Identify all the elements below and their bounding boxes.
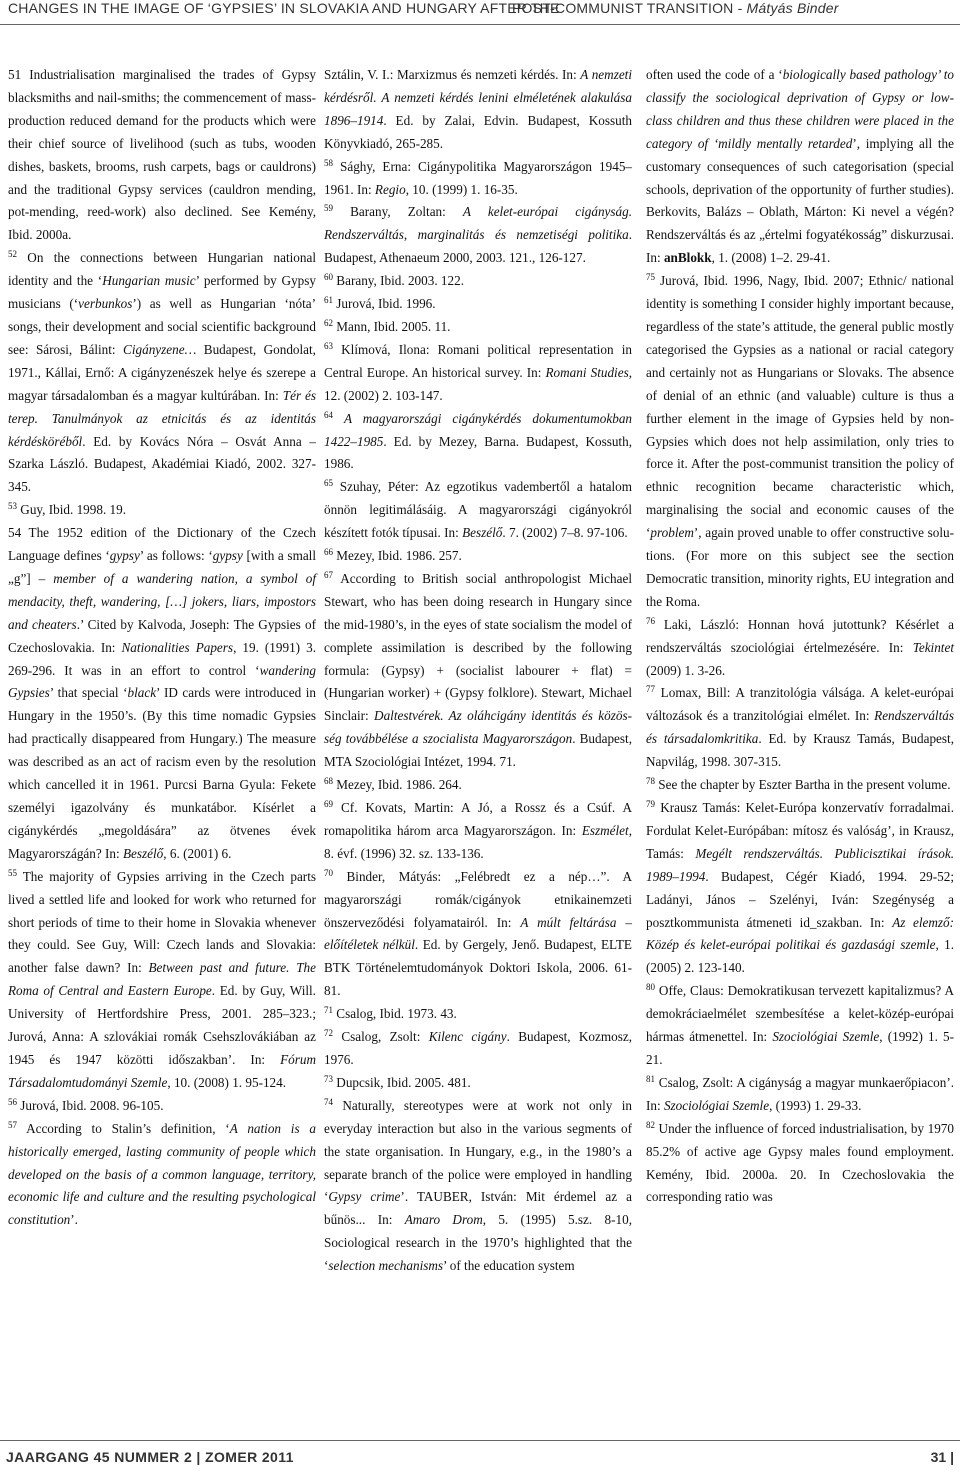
footnote	[324, 316, 632, 339]
footnote-number: 72	[324, 1028, 333, 1039]
footnote	[324, 156, 632, 202]
running-footer	[0, 1440, 960, 1474]
footnote	[324, 1026, 632, 1072]
footnote	[8, 64, 316, 247]
footnote	[646, 1118, 954, 1210]
footnote	[324, 545, 632, 568]
footnote-number: 65	[324, 478, 333, 489]
footnote	[646, 64, 954, 270]
footnote-text: Sághy, Erna: Cigánypolitika Magyarországon 1945–1961. In: Regio, 10. (1999) 1. 16-35.	[324, 158, 633, 197]
footnote-text: Naturally, stereotypes were at work not only in everyday interaction but also in the various segments of the state organisation. In Hungary, e.g., in the 1980’s a separate branch of the police were employed in handling ‘Gypsy crime’. TAUBER, István: Mit érdemel az a bűnös... In: Amaro Drom, 5. (1995) 5.sz. 8-10, Sociological research in the 1970’s highlighted that the ‘selection mechanisms’ of the education system	[324, 1097, 632, 1274]
footnote-text: According to British social anthropologist Michael Stewart, who has been doing research in Hungary since the mid-1980’s, in the eyes of state socialism the model of complete assimilation is described by the following formula: (Gypsy) + (socialist labourer + flat) = (Hungarian worker) + (Gypsy folklore). Stewart, Michael Sinclair: Daltestvérek. Az oláhcigány identitás és közösség továbbélése a szocialista Magyarországon. Budapest, MTA Szociológiai Intézet, 1994. 71.	[324, 570, 632, 770]
footnote	[8, 1095, 316, 1118]
footnote	[646, 980, 954, 1072]
footnote-number: 57	[8, 1119, 17, 1130]
footnote-text: The 1952 edition of the Dictionary of the Czech Language defines ‘gypsy’ as follows: ‘gypsy [with a small „g”] – member of a wandering nation, a symbol of mendacity, theft, wandering, […] jokers, liars, impostors and cheaters.’ Cited by Kalvoda, Joseph: The Gypsies of Czechoslovakia. In: Nationalities Papers, 19. (1991) 3. 269-296. It was in an effort to control ‘wandering Gypsies’ that special ‘black’ ID cards were introduced in Hungary in the 1950’s. (By this time nomadic Gypsies had practically disappeared from Hungary.) The measure was described as an act of racism even by the resolution which cancelled it in 1961. Purcsi Barna Gyula: Fekete személyi igazolvány és munkatábor. Kísérlet a cigánykérdés „megoldására” az ötvenes évek Magyarországán? In: Beszélő, 6. (2001) 6.	[8, 525, 317, 861]
footnote	[8, 499, 316, 522]
footnote	[324, 270, 632, 293]
footnote	[324, 1003, 632, 1026]
footnote-number: 64	[324, 409, 333, 420]
footnote-number: 82	[646, 1119, 655, 1130]
header-subtitle	[512, 0, 839, 16]
footnote-number: 69	[324, 799, 333, 809]
footnote	[324, 568, 632, 774]
footnote	[646, 1072, 954, 1118]
footnote-text: Szuhay, Péter: Az egzotikus vadembertől a hatalom önnön legitimálásáig. A magyarországi cigányokról készített fotók típusai. In: Beszélő. 7. (2002) 7–8. 97-106.	[324, 479, 632, 541]
page-number: 31 |	[930, 1449, 954, 1465]
footnote	[8, 866, 316, 1095]
footnote-text: Jurová, Ibid. 1996, Nagy, Ibid. 2007; Ethnic/ national identity is something I consider highly important because, regardless of the state’s attitude, the general public mostly categorised the Gypsies as a national or racial category and certainly not as Hungarians or Slovaks. The absence of denial of an ethnic (and valuable) culture is thus a further element in the image of Gypsies held by non-Gypsies which does not help assimilation, only tries to force it. After the post-communist transition the policy of ethnic recognition became characteristic which, marginalising the social and economic causes of the ‘problem’, again proved unable to offer constructive solutions. (For more on this subject see the section Democratic transition, minority rights, EU integration and the Roma.	[646, 273, 954, 609]
footnote-text: Guy, Ibid. 1998. 19.	[20, 502, 127, 518]
footnote-number: 76	[646, 615, 655, 626]
footnote-number: 66	[324, 547, 333, 558]
footnote-text: Barany, Ibid. 2003. 122.	[336, 273, 464, 289]
footnote	[324, 866, 632, 1003]
footnote	[324, 293, 632, 316]
footnote	[646, 614, 954, 683]
footnote-number: 60	[324, 272, 333, 283]
footnote-number: 80	[646, 982, 655, 993]
footnote-number: 67	[324, 569, 333, 580]
footnote-text: Klímová, Ilona: Romani political representation in Central Europe. An historical survey. In: Romani Studies, 12. (2002) 2. 103-147.	[324, 341, 633, 403]
journal-issue: JAARGANG 45 NUMMER 2 | ZOMER 2011	[6, 1449, 294, 1465]
running-header	[0, 0, 960, 40]
footnote	[646, 797, 954, 980]
footnote-text: Csalog, Zsolt: A cigányság a magyar munkaerőpiacon’. In: Szociológiai Szemle, (1993) 1. 29-33.	[646, 1074, 955, 1113]
footnote	[324, 201, 632, 270]
footnote-text: Csalog, Zsolt: Kilenc cigány. Budapest, Kozmosz, 1976.	[324, 1029, 633, 1067]
footnote-text: See the chapter by Eszter Bartha in the present volume.	[658, 777, 951, 793]
footnote-number: 52	[8, 249, 17, 260]
footnote	[8, 1118, 316, 1233]
footnote	[324, 774, 632, 797]
footnote-text: Mann, Ibid. 2005. 11.	[336, 318, 451, 334]
footer-rule	[0, 1440, 960, 1441]
footnote-text: Industrialisation marginalised the trades of Gypsy blacksmiths and nail-smiths; the commencement of mass-production reduced demand for the products which were their chief source of livelihood (such as tubs, wooden dishes, baskets, brooms, rush carpets, bags or cauldrons) and the traditional Gypsy services (cauldron mending, pot-mending, reed-work) also declined. See Kemény, Ibid. 2000a.	[8, 67, 317, 243]
footnote-text: often used the code of a ‘biologically based pathology’ to classify the sociological deprivation of Gypsy or low-class children and thus these children were placed in the category of ‘mildly mentally retarded’, implying all the customary consequences of such categorisation (special schools, deprivation of the opportunity of further studies). Berkovits, Balázs – Oblath, Márton: Ki nevel a végén? Rendszerváltás és az „értelmi fogyatékosság” diskurzusai. In: anBlokk, 1. (2008) 1–2. 29-41.	[646, 67, 954, 266]
footnote-text: Mezey, Ibid. 1986. 264.	[336, 777, 462, 793]
footnote-number: 54	[8, 525, 22, 541]
footnote-text: A magyarországi cigánykérdés dokumentumokban 1422–1985. Ed. by Mezey, Barna. Budapest, Kossuth, 1986.	[324, 410, 633, 472]
footnote	[8, 247, 316, 499]
footnote-number: 58	[324, 157, 333, 168]
footnote-text: The majority of Gypsies arriving in the Czech parts lived a settled life and looked for work who returned for short periods of time to their home in Slovakia whenever they could. See Guy, Will: Czech lands and Slovakia: another false dawn? In: Between past and future. The Roma of Central and Eastern Europe. Ed. by Guy, Will. University of Hertfordshire Press, 2001. 285–323.; Jurová, Anna: A szlovákiai romák Csehszlovákiában az 1945 és 1947 közötti időszakban’. In: Fórum Társadalomtudományi Szemle, 10. (2008) 1. 95-124.	[8, 868, 316, 1090]
footnote-text: Csalog, Ibid. 1973. 43.	[336, 1006, 457, 1022]
footnote-number: 63	[324, 340, 333, 351]
footnote-text: Barany, Zoltan: A kelet-európai cigányság. Rendszerváltás, marginalitás és nemzetiségi politika. Budapest, Athenaeum 2000, 2003. 121., 126-127.	[324, 204, 633, 266]
footnote-number: 79	[646, 799, 655, 809]
footnote	[324, 476, 632, 545]
footnotes-column-3	[646, 64, 954, 1209]
footnote-number: 62	[324, 317, 333, 328]
footnote-number: 55	[8, 867, 17, 878]
footnotes-column-2	[324, 64, 632, 1278]
footnote-number: 68	[324, 776, 333, 787]
header-subtitle-text: POST-COMMUNIST TRANSITION -	[512, 0, 743, 16]
footnote	[324, 1072, 632, 1095]
footnote	[324, 408, 632, 477]
footnote-text: Cf. Kovats, Martin: A Jó, a Rossz és a Csúf. A romapolitika három arca Magyarországon. In: Eszmélet, 8. évf. (1996) 32. sz. 133-136.	[324, 800, 632, 861]
footnote-text: Laki, László: Honnan hová jutottunk? Késérlet a rendszerváltás szociológiai értelmezésére. In: Tekintet (2009) 1. 3-26.	[646, 616, 955, 678]
footnote-number: 70	[324, 867, 333, 878]
footnote-number: 51	[8, 67, 22, 82]
footnote	[8, 522, 316, 866]
footnote-number: 75	[646, 272, 655, 283]
footnote-number: 74	[324, 1096, 333, 1107]
footnote	[324, 797, 632, 866]
footnote-text: Jurová, Ibid. 2008. 96-105.	[20, 1097, 164, 1113]
footnote-text: Jurová, Ibid. 1996.	[336, 296, 436, 312]
header-rule	[0, 24, 960, 25]
footnote-text: Binder, Mátyás: „Felébredt ez a nép…”. A magyarországi romák/cigányok etnikainemzeti önszerveződési folyamatairól. In: A múlt feltárása – előítéletek nélkül. Ed. by Gergely, Jenő. Budapest, ELTE BTK Történelemtudományok Doktori Iskola, 2006. 61-81.	[324, 868, 632, 999]
footnote-text: Mezey, Ibid. 1986. 257.	[336, 548, 462, 564]
footnote-text: Dupcsik, Ibid. 2005. 481.	[336, 1074, 471, 1090]
footnote-number: 71	[324, 1005, 333, 1016]
footnote	[324, 1095, 632, 1278]
footnote-number: 59	[324, 203, 333, 214]
footnote-text: According to Stalin’s definition, ‘A nation is a historically emerged, lasting community of people which developed on the basis of a common language, territory, economic life and culture and the resulting psychological constitution’.	[8, 1120, 316, 1228]
footnote-number: 77	[646, 684, 655, 695]
header-title: CHANGES IN THE IMAGE OF ‘GYPSIES’ IN SLOVAKIA AND HUNGARY AFTER THE	[8, 0, 560, 16]
footnote-number: 81	[646, 1073, 655, 1084]
footnotes-column-1	[8, 64, 316, 1232]
footnote	[646, 682, 954, 774]
footnote-text: Sztálin, V. I.: Marxizmus és nemzeti kérdés. In: A nemzeti kérdésről. A nemzeti kérdés lenini elméletének alakulása 1896–1914. Ed. by Zalai, Edvin. Budapest, Kossuth Könyvkiadó, 265-285.	[324, 67, 633, 151]
footnote	[324, 64, 632, 156]
footnote	[646, 270, 954, 614]
footnote-number: 53	[8, 501, 17, 512]
footnote-text: Lomax, Bill: A tranzitológia válsága. A kelet-európai változások és a tranzitológiai elmélet. In: Rendszerváltás és társadalomkritika. Ed. by Krausz Tamás, Budapest, Napvilág, 1998. 307-315.	[646, 685, 954, 770]
footnote-number: 56	[8, 1096, 17, 1107]
footnote	[646, 774, 954, 797]
footnote-text: On the connections between Hungarian national identity and the ‘Hungarian music’ performed by Gypsy musicians (‘verbunkos’) as well as Hungarian ‘nóta’ songs, their development and social scientific background see: Sárosi, Bálint: Cigányzene… Budapest, Gondolat, 1971., Kállai, Ernő: A cigányzenészek helye és szerepe a magyar társadalomban és a magyar kultúrában. In: Tér és terep. Tanulmányok az etnicitás és az identitás kérdésköréből. Ed. by Kovács Nóra – Osvát Anna – Szarka László. Budapest, Akadémiai Kiadó, 2002. 327-345.	[8, 250, 317, 495]
footnote-number: 73	[324, 1073, 333, 1084]
footnote-number: 61	[324, 295, 333, 306]
footnote-text: Offe, Claus: Demokratikusan tervezett kapitalizmus? A demokráciaelmélet szembesítése a kelet-közép-európai hármas átmenettel. In: Szociológiai Szemle, (1992) 1. 5-21.	[646, 983, 954, 1067]
header-author: Mátyás Binder	[746, 0, 839, 16]
footnote-number: 78	[646, 776, 655, 787]
footnote	[324, 339, 632, 408]
footnote-text: Under the influence of forced industrialisation, by 1970 85.2% of active age Gypsy males found employment. Kemény, Ibid. 2000a. 20. In Czechoslovakia the corresponding ratio was	[646, 1120, 954, 1205]
footnote-text: Krausz Tamás: Kelet-Európa konzervatív forradalmai. Fordulat Kelet-Európában: mítosz és valóság’, in Krausz, Tamás: Megélt rendszerváltás. Publicisztikai írások. 1989–1994. Budapest, Cégér Kiadó, 1994. 29-52; Ladányi, János – Szelényi, Iván: Szegénység a posztkommunista átmeneti id_szakban. In: Az elemző: Közép és kelet-európai politikai és gazdasági szemle, 1. (2005) 2. 123-140.	[646, 800, 955, 976]
